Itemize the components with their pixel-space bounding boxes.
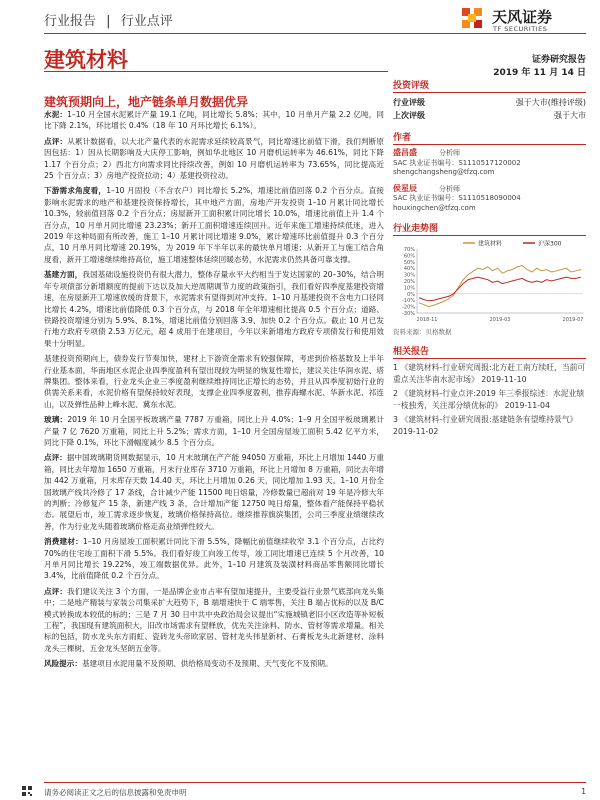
y-tick-label: 50% [403, 259, 415, 266]
x-tick-label: 2018-11 [416, 317, 438, 323]
rating-key: 行业评级 [393, 98, 425, 107]
related-report-link[interactable]: 3 《建筑材料-行业研究周报:基建链条有望维持景气》 2019-11-02 [393, 415, 578, 436]
report-type: 证券研究报告 [531, 55, 586, 65]
x-tick-label: 2019-07 [562, 317, 584, 323]
headline: 建筑预期向上，地产链条单月数据优异 [44, 95, 249, 109]
industry-trend-chart [393, 239, 586, 325]
legend-label: 建筑材料 [478, 240, 503, 248]
sidebar [393, 78, 586, 440]
author-name: 侯星辰 [393, 183, 417, 193]
x-tick-label: 2019-03 [489, 317, 511, 323]
report-subcategory: 行业点评 [120, 14, 173, 29]
body-paragraph [44, 109, 384, 132]
body-paragraph [44, 452, 384, 532]
y-tick-label: -20% [402, 304, 415, 311]
logo-mark-icon [458, 4, 486, 34]
paragraph-lead: 点评： [44, 453, 67, 463]
paragraph-lead: 水泥： [44, 110, 68, 119]
paragraph-text: 据中国玻璃期货网数据显示，10 月末玻璃在产产能 94050 万重箱，环比上月增加 1440 万重箱，同比去年增加 1650 万重箱，月末行业库存 3710 万重箱，环比上月增加 8 万重箱，同比去年增加 442 万重箱，月末库存天数 14.40 天，环比上月增加 0.26 天，同比增加 1.93 天。1–10 月份全国玻璃产线共冷修了 17 条线，合计减少产能 11500 吨日熔量，冷修数量已超前对 19 年是冷修大年的判断；冷修复产 15 条，新建产线 3 条，合计增加产能 12750 吨日熔量，整体看产能保持平稳状态。展望后市，竣工需求逐步恢复，玻璃价格保持高位。继续推荐旗滨集团，公司三季度业绩继续改善，作为行业龙头随着玻璃价格走高业绩弹性较大。 [44, 453, 384, 531]
body-paragraph [44, 353, 384, 410]
related-list [393, 362, 586, 438]
author-block [393, 184, 586, 214]
logo-text: 天风证券 [492, 8, 553, 26]
author-email[interactable]: shengchangsheng@tfzq.com [393, 168, 495, 176]
header-separator: | [106, 14, 111, 29]
body-paragraph [44, 536, 384, 582]
series-line [419, 266, 581, 307]
paragraph-lead: 点评： [44, 586, 68, 596]
author-section-title: 作者 [393, 130, 586, 145]
paragraph-lead: 玻璃： [44, 415, 68, 425]
related-report-link[interactable]: 2 《建筑材料-行业点评:2019 年三季报综述：水泥业绩一枝独秀，关注部分绩优标的》 2019-11-04 [393, 389, 585, 410]
author-block [393, 148, 586, 178]
body-paragraph [44, 414, 384, 448]
page-number: 1 [581, 787, 586, 796]
paragraph-text: 1–10 月全国水泥累计产量 19.1 亿吨，同比增长 5.8%；其中，10 月单月产量 2.2 亿吨，同比下降 2.1%，环比增长 0.4%（18 年 10 月环比增长 6.1%）。 [44, 110, 385, 131]
y-tick-label: 70% [403, 247, 415, 253]
author-role: 分析师 [439, 149, 460, 157]
rating-row [393, 96, 586, 109]
company-logo [458, 4, 586, 36]
paragraph-text: 我国基础设施投资仍有很大潜力，整体存量水平大约相当于发达国家的 20–30%，结合明年专项债部分新增额度的提前下达以及加大逆周期调节力度的政策指引，我们看好四季度基建投资增速，在房屋新开工增速放缓的背景下，水泥需求有望得到对冲支持。1–10 月基建投资不含电力口径同比增长 4.2%，增速比前值降低 0.3 个百分点，与 2018 年全年增速相比提高 0.5 个百分点；道路、铁路投资增速分别为 5.9%、8.1%，增速比前值分别回落 3.9、加快 0.2 个百分点。截止 10 月已发行地方政府专项债 2.53 万亿元，超 4 成用于在建项目，今年以来新增地方政府专项债发行和使用效果十分明显。 [44, 270, 385, 348]
body-paragraph [44, 586, 384, 654]
main-body [44, 109, 384, 674]
paragraph-text: 1–10 月房屋竣工面积累计同比下滑 5.5%，降幅比前值继续收窄 3.1 个百分点，占比约 70%的住宅竣工面积下滑 5.5%。我们看好竣工向竣工传导，竣工同比增速已连续 5 个月改善，10 月单月同比增长 19.22%，竣工端数据优异。此外，1–10 月建筑及装潢材料商品零售额同比增长 3.4%，比前值降低 0.2 个百分点。 [44, 537, 385, 581]
body-paragraph [44, 269, 384, 349]
author-role: 分析师 [439, 184, 460, 193]
title-rule [44, 71, 388, 72]
rating-value: 强于大市(维持评级) [515, 98, 586, 107]
paragraph-lead: 点评： [44, 136, 68, 146]
report-date: 2019 年 11 月 14 日 [493, 68, 586, 78]
paragraph-text: 2019 年 10 月全国平板玻璃产量 7787 万重箱，同比上升 4.0%；1–9 月全国平板玻璃累计产量 7 亿 7620 万重箱，同比上升 5.2%；需求方面，1–10 月全国房屋竣工面积 5.42 亿平方米，同比下降 0.1%，环比下滑幅度减少 8.5 个百分点。 [44, 415, 385, 447]
rating-value: 强于大市 [554, 111, 586, 120]
page-title: 建筑材料 [44, 48, 128, 72]
y-tick-label: -10% [402, 298, 415, 305]
paragraph-lead: 基建方面， [44, 270, 83, 280]
body-paragraph [44, 136, 384, 182]
logo-english: TF SECURITIES [493, 25, 548, 33]
rating-key: 上次评级 [393, 111, 425, 120]
y-tick-label: 0% [407, 291, 415, 298]
author-email[interactable]: houxingchen@tfzq.com [393, 203, 476, 212]
y-tick-label: 10% [403, 285, 415, 292]
body-paragraph [44, 185, 384, 265]
y-tick-label: 30% [403, 272, 415, 279]
paragraph-text: 基建投资预期向上，债券发行节奏加快，建材上下游资金需求有较强保障，考虑到价格基数及上半年行业基本面，华南地区水泥企业四季度盈利有望出现较为明显的恢复性增长，建议关注华润水泥、塔牌集团。整体来看，行业龙头企业三季度盈利继续维持同比正增长的态势，并且从四季度初始行业的供需关系来看，水泥价格有望保持较好表现，支撑企业四季度盈利，推荐海螺水泥、华新水泥、祁连山，以及弹性品种上峰水泥、冀东水泥。 [44, 354, 384, 409]
body-paragraph [44, 658, 384, 669]
rating-row [393, 109, 586, 122]
chart-source: 资料来源：贝格数据 [393, 328, 452, 336]
report-category: 行业报告 [44, 14, 97, 29]
author-sac: SAC 执业证书编号：S1110517120002 [393, 158, 521, 167]
author-name: 盛昌盛 [393, 148, 417, 157]
rating-section-title: 投资评级 [393, 78, 586, 93]
paragraph-lead: 风险提示： [44, 659, 82, 669]
paragraph-text: 从累计数据看，以大北产量代表的水泥需求延续较高景气，同比增速比前值下滑，我们判断原因包括：1）因从长期影响及大庆停工影响，例如华北地区 10 月磨机运转率为 46.61%，同比下降 1.17 个百分点；2）西北方向需求同比持续改善，例如 10 月磨机运转率为 73.65%，同比提高近 25 个百分点；3）房地产投资拉动；4）基建投资拉动。 [44, 136, 385, 181]
legend-label: 沪深300 [538, 240, 562, 248]
paragraph-text: 基建项目水泥用量不及预期、供给格局变动不及预期、天气变化不及预期。 [81, 659, 333, 669]
trend-chart-svg [393, 239, 586, 325]
paragraph-text: 1–10 月固投（不含农户）同比增长 5.2%，增速比前值回落 0.2 个百分点。直接影响水泥需求的地产和基建投资保持增长，其中地产方面，房地产开发投资 1–10 月累计同比增长 10.3%，较前值回落 0.2 个百分点；房屋新开工面积累计同比增长 10.0%，增速比前值上升 1.4 个百分点，10 月单月同比增速 23.23%；新开工面积增速连续回升。近年来施工增速持续低迷，进入 2019 年这种局面有所改善，施工 1–10 月累计同比增速 9.0%，累计增速环比前值提升 0.3 个百分点，10 月单月同比增速 20.19%，为 2019 年下半年以来的最快单月增速；从新开工与施工结合角度看，新开工增速继续维持高位，施工增速整体延续回暖态势，水泥需求仍然具备可靠支撑。 [44, 186, 385, 264]
footer-rule [44, 782, 586, 783]
related-section-title: 相关报告 [393, 344, 586, 359]
trend-section-title: 行业走势图 [393, 221, 586, 236]
header-rule [44, 33, 586, 34]
report-header [44, 10, 179, 29]
y-tick-label: 60% [403, 253, 415, 260]
series-line [419, 277, 581, 301]
paragraph-lead: 消费建材： [44, 537, 83, 547]
author-sac: SAC 执业证书编号：S1110518090004 [393, 194, 521, 202]
y-tick-label: -30% [402, 311, 415, 317]
qr-code-icon [22, 786, 32, 796]
related-report-link[interactable]: 1 《建筑材料-行业研究周报:北方赶工南方续旺，当前可重点关注华南水泥市场》 2019-11-10 [393, 363, 586, 384]
page-footer [44, 787, 586, 798]
y-tick-label: 40% [403, 266, 415, 273]
y-tick-label: 20% [403, 279, 415, 285]
paragraph-lead: 下游需求角度看， [44, 186, 107, 196]
paragraph-text: 我们建议关注 3 个方面，一是品牌企业市占率有望加速提升，主要受益行业景气底部向龙头集中；二是地产精装与家装公司集采扩大趋势下，B 端增速快于 C 端零售，关注 B 端占优标的以及 B/C 模式转换成本较低的标的；三是 7 月 30 日中共中央政治局会议提出“实施城镇老旧小区改造等补短板工程”，我国现有建筑面积大，旧改市场需求有望释放，优先关注涂料、防水、管材等需求增量。相关标的包括，防水龙头东方雨虹、瓷砖龙头帝欧家居、管材龙头伟星新材、石膏板龙头北新建材、涂料龙头三棵树、五金龙头坚朗五金等。 [44, 586, 385, 653]
footer-disclaimer: 请务必阅读正文之后的信息披露和免责申明 [44, 788, 187, 797]
